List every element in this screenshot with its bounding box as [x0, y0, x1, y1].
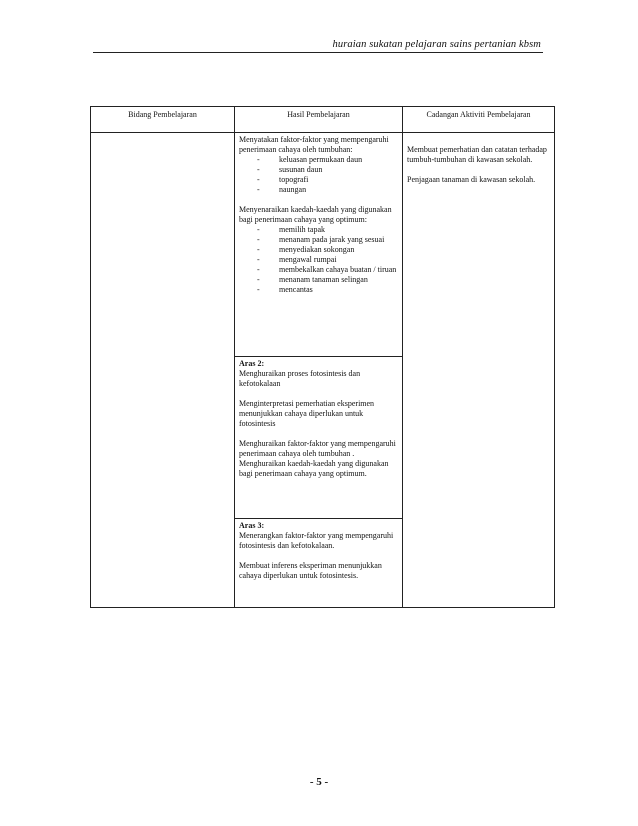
page-header-title: huraian sukatan pelajaran sains pertanian kbsm [332, 39, 541, 50]
list-item: - susunan daun [257, 165, 323, 174]
header-cadangan: Cadangan Aktiviti Pembelajaran [403, 107, 555, 133]
hasil-para: Menghuraikan kaedah-kaedah yang digunakan bagi penerimaan cahaya yang optimum. [239, 459, 389, 478]
hasil-para: Menyatakan faktor-faktor yang mempengaruhi penerimaan cahaya oleh tumbuhan: [239, 135, 389, 154]
table-header-row [91, 107, 555, 133]
hasil-para: Menerangkan faktor-faktor yang mempengaruhi fotosintesis dan kefotokalaan. [239, 531, 394, 550]
list-item: - membekalkan cahaya buatan / tiruan [257, 265, 397, 274]
header-bidang: Bidang Pembelajaran [91, 107, 235, 133]
list-item: - menanam tanaman selingan [257, 275, 368, 284]
bidang-cell [91, 133, 235, 608]
activity-para: Penjagaan tanaman di kawasan sekolah. [407, 175, 536, 184]
list-item: - topografi [257, 175, 309, 184]
list-item: - naungan [257, 185, 307, 194]
table-row [91, 133, 555, 357]
hasil-para: Menginterpretasi pemerhatian eksperimen menunjukkan cahaya diperlukan untuk fotosintesis [239, 399, 375, 428]
hasil-para: Membuat inferens eksperiman menunjukkan cahaya diperlukan untuk fotosintesis. [239, 561, 382, 580]
list-item: - menyediakan sokongan [257, 245, 355, 254]
factor-list [239, 155, 398, 195]
hasil-cell-aras3 [235, 519, 403, 608]
cadangan-cell [403, 133, 555, 608]
list-item: - mengawal rumpai [257, 255, 337, 264]
list-item: - menanam pada jarak yang sesuai [257, 235, 385, 244]
level-label: Aras 2: [239, 359, 265, 368]
header-rule [93, 52, 543, 53]
level-label: Aras 3: [239, 521, 265, 530]
hasil-para: Menyenaraikan kaedah-kaedah yang digunakan bagi penerimaan cahaya yang optimum: [239, 205, 392, 224]
page-number: - 5 - [309, 776, 329, 788]
activity-para: Membuat pemerhatian dan catatan terhadap tumbuh-tumbuhan di kawasan sekolah. [407, 145, 547, 164]
method-list [239, 225, 398, 295]
list-item: - keluasan permukaan daun [257, 155, 363, 164]
hasil-para: Menghuraikan faktor-faktor yang mempengaruhi penerimaan cahaya oleh tumbuhan . [239, 439, 396, 458]
list-item: - memilih tapak [257, 225, 325, 234]
header-hasil: Hasil Pembelajaran [235, 107, 403, 133]
curriculum-table [90, 106, 555, 608]
list-item: - mencantas [257, 285, 313, 294]
hasil-para: Menghuraikan proses fotosintesis dan kefotokalaan [239, 369, 361, 388]
hasil-cell-aras1 [235, 133, 403, 357]
hasil-cell-aras2 [235, 357, 403, 519]
